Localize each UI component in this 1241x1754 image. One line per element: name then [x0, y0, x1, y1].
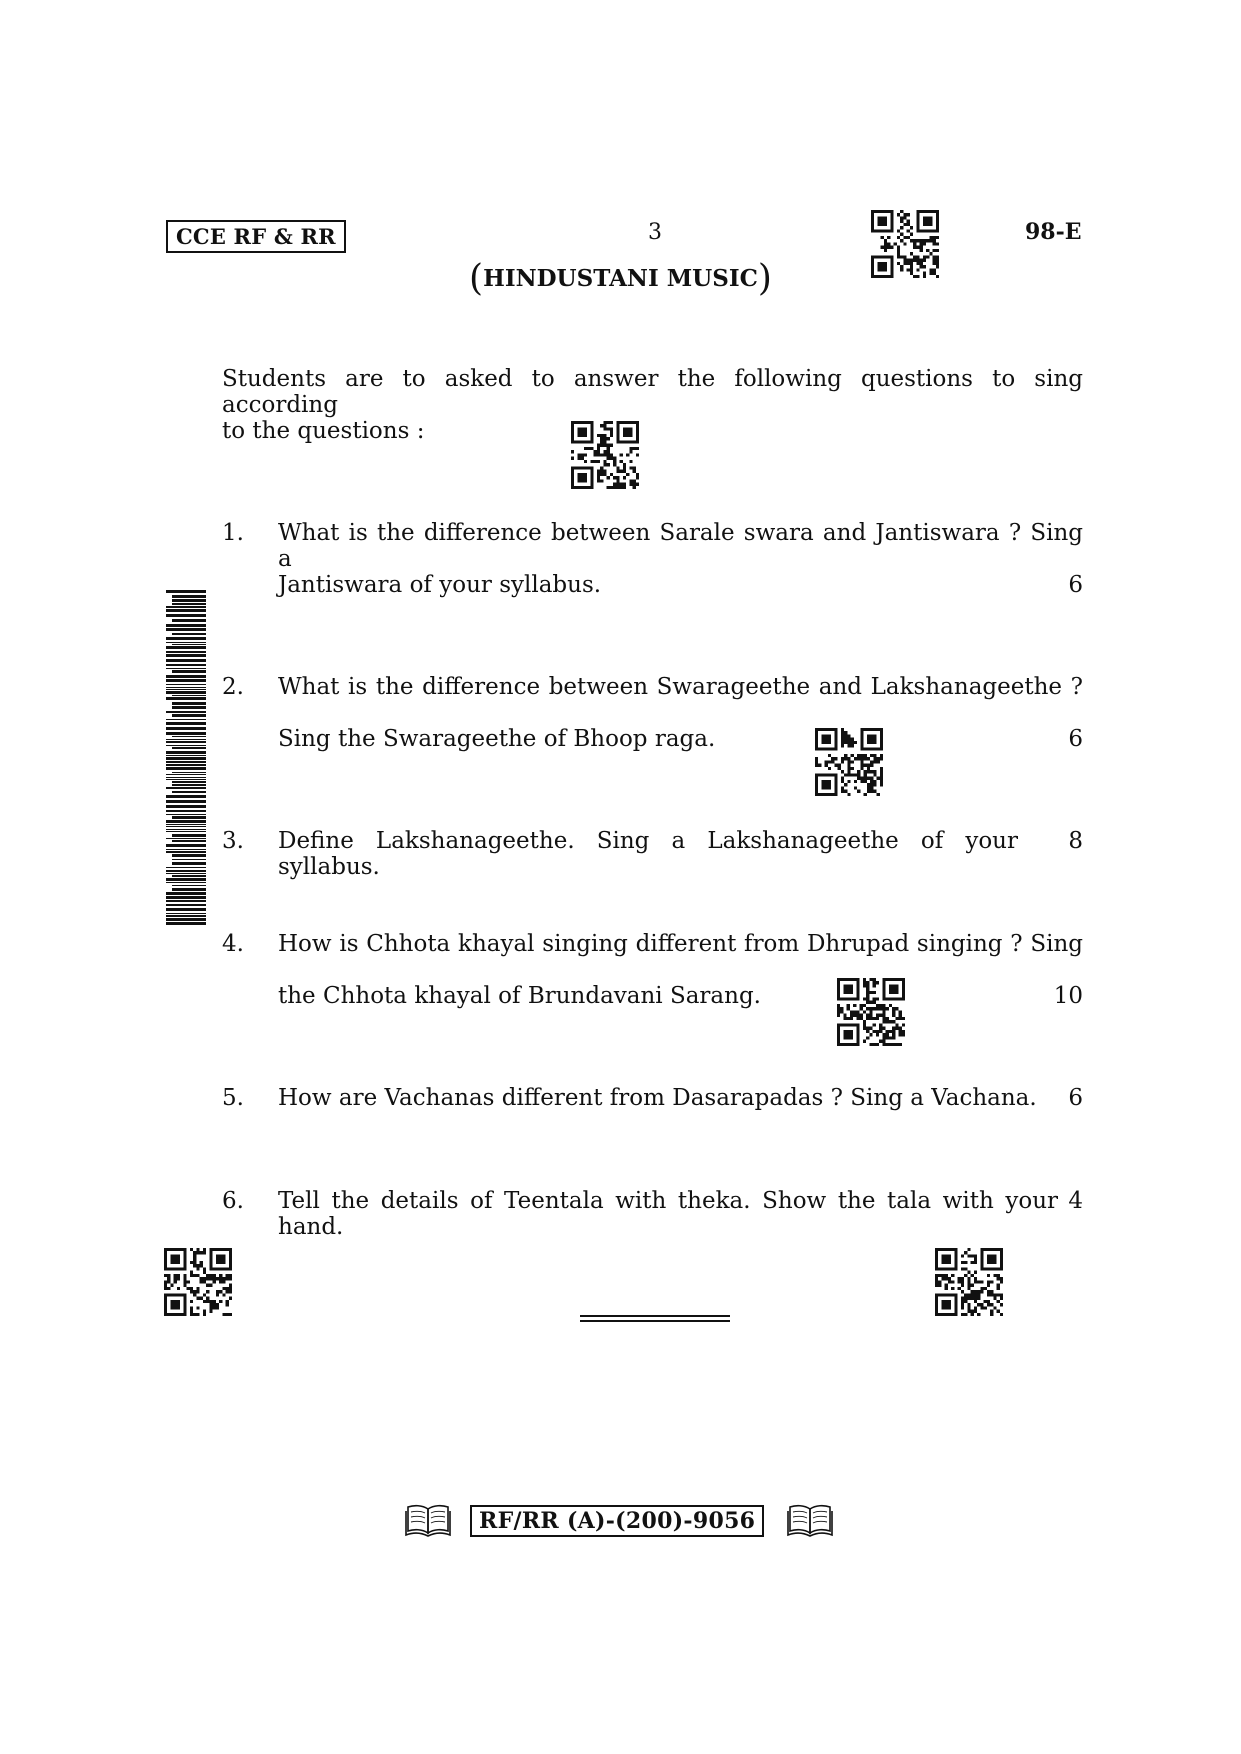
subject-title — [0, 258, 1241, 299]
question-5-marks: 6 — [1068, 1085, 1083, 1111]
question-2-marks: 6 — [1068, 726, 1083, 752]
footer-code-box: RF/RR (A)-(200)-9056 — [470, 1505, 764, 1537]
instructions-line-1: Students are to asked to answer the following questions to sing according — [222, 366, 1083, 418]
exam-code-box: CCE RF & RR — [166, 220, 346, 253]
question-2-line-1: What is the difference between Swarageethe and Lakshanageethe ? — [278, 674, 1083, 700]
question-3-line-1: Define Lakshanageethe. Sing a Lakshanageethe of your syllabus. — [278, 828, 1018, 880]
question-4-line-2: the Chhota khayal of Brundavani Sarang. — [278, 983, 761, 1009]
question-1-number: 1. — [222, 520, 244, 546]
question-4-line-1: How is Chhota khayal singing different from Dhrupad singing ? Sing — [278, 931, 1083, 957]
question-3-marks: 8 — [1068, 828, 1083, 854]
barcode-icon — [166, 590, 206, 926]
open-book-icon — [405, 1503, 451, 1537]
page-number: 3 — [648, 220, 662, 245]
question-6-marks: 4 — [1068, 1188, 1083, 1214]
question-3-number: 3. — [222, 828, 244, 854]
question-6-number: 6. — [222, 1188, 244, 1214]
instructions-line-2: to the questions : — [222, 418, 425, 444]
question-1-marks: 6 — [1068, 572, 1083, 598]
qr-code-icon — [935, 1248, 1003, 1316]
question-2-number: 2. — [222, 674, 244, 700]
qr-code-icon — [164, 1248, 232, 1316]
question-6-line-1: Tell the details of Teentala with theka. Show the tala with your hand. — [278, 1188, 1058, 1240]
question-4-number: 4. — [222, 931, 244, 957]
open-book-icon — [787, 1503, 833, 1537]
question-5-number: 5. — [222, 1085, 244, 1111]
paper-code: 98-E — [1025, 219, 1082, 245]
subject-close-paren: ) — [757, 258, 772, 299]
question-1-line-2: Jantiswara of your syllabus. — [278, 572, 602, 598]
subject-title-text: HINDUSTANI MUSIC — [483, 265, 758, 292]
qr-code-icon — [571, 421, 639, 489]
question-4-marks: 10 — [1053, 983, 1083, 1009]
question-5-line-1: How are Vachanas different from Dasarapadas ? Sing a Vachana. — [278, 1085, 1037, 1111]
question-2-line-2: Sing the Swarageethe of Bhoop raga. — [278, 726, 716, 752]
question-1-line-1: What is the difference between Sarale swara and Jantiswara ? Sing a — [278, 520, 1083, 572]
qr-code-icon — [837, 978, 905, 1046]
end-of-paper-rule — [580, 1315, 730, 1322]
qr-code-icon — [815, 728, 883, 796]
subject-open-paren: ( — [469, 258, 484, 299]
